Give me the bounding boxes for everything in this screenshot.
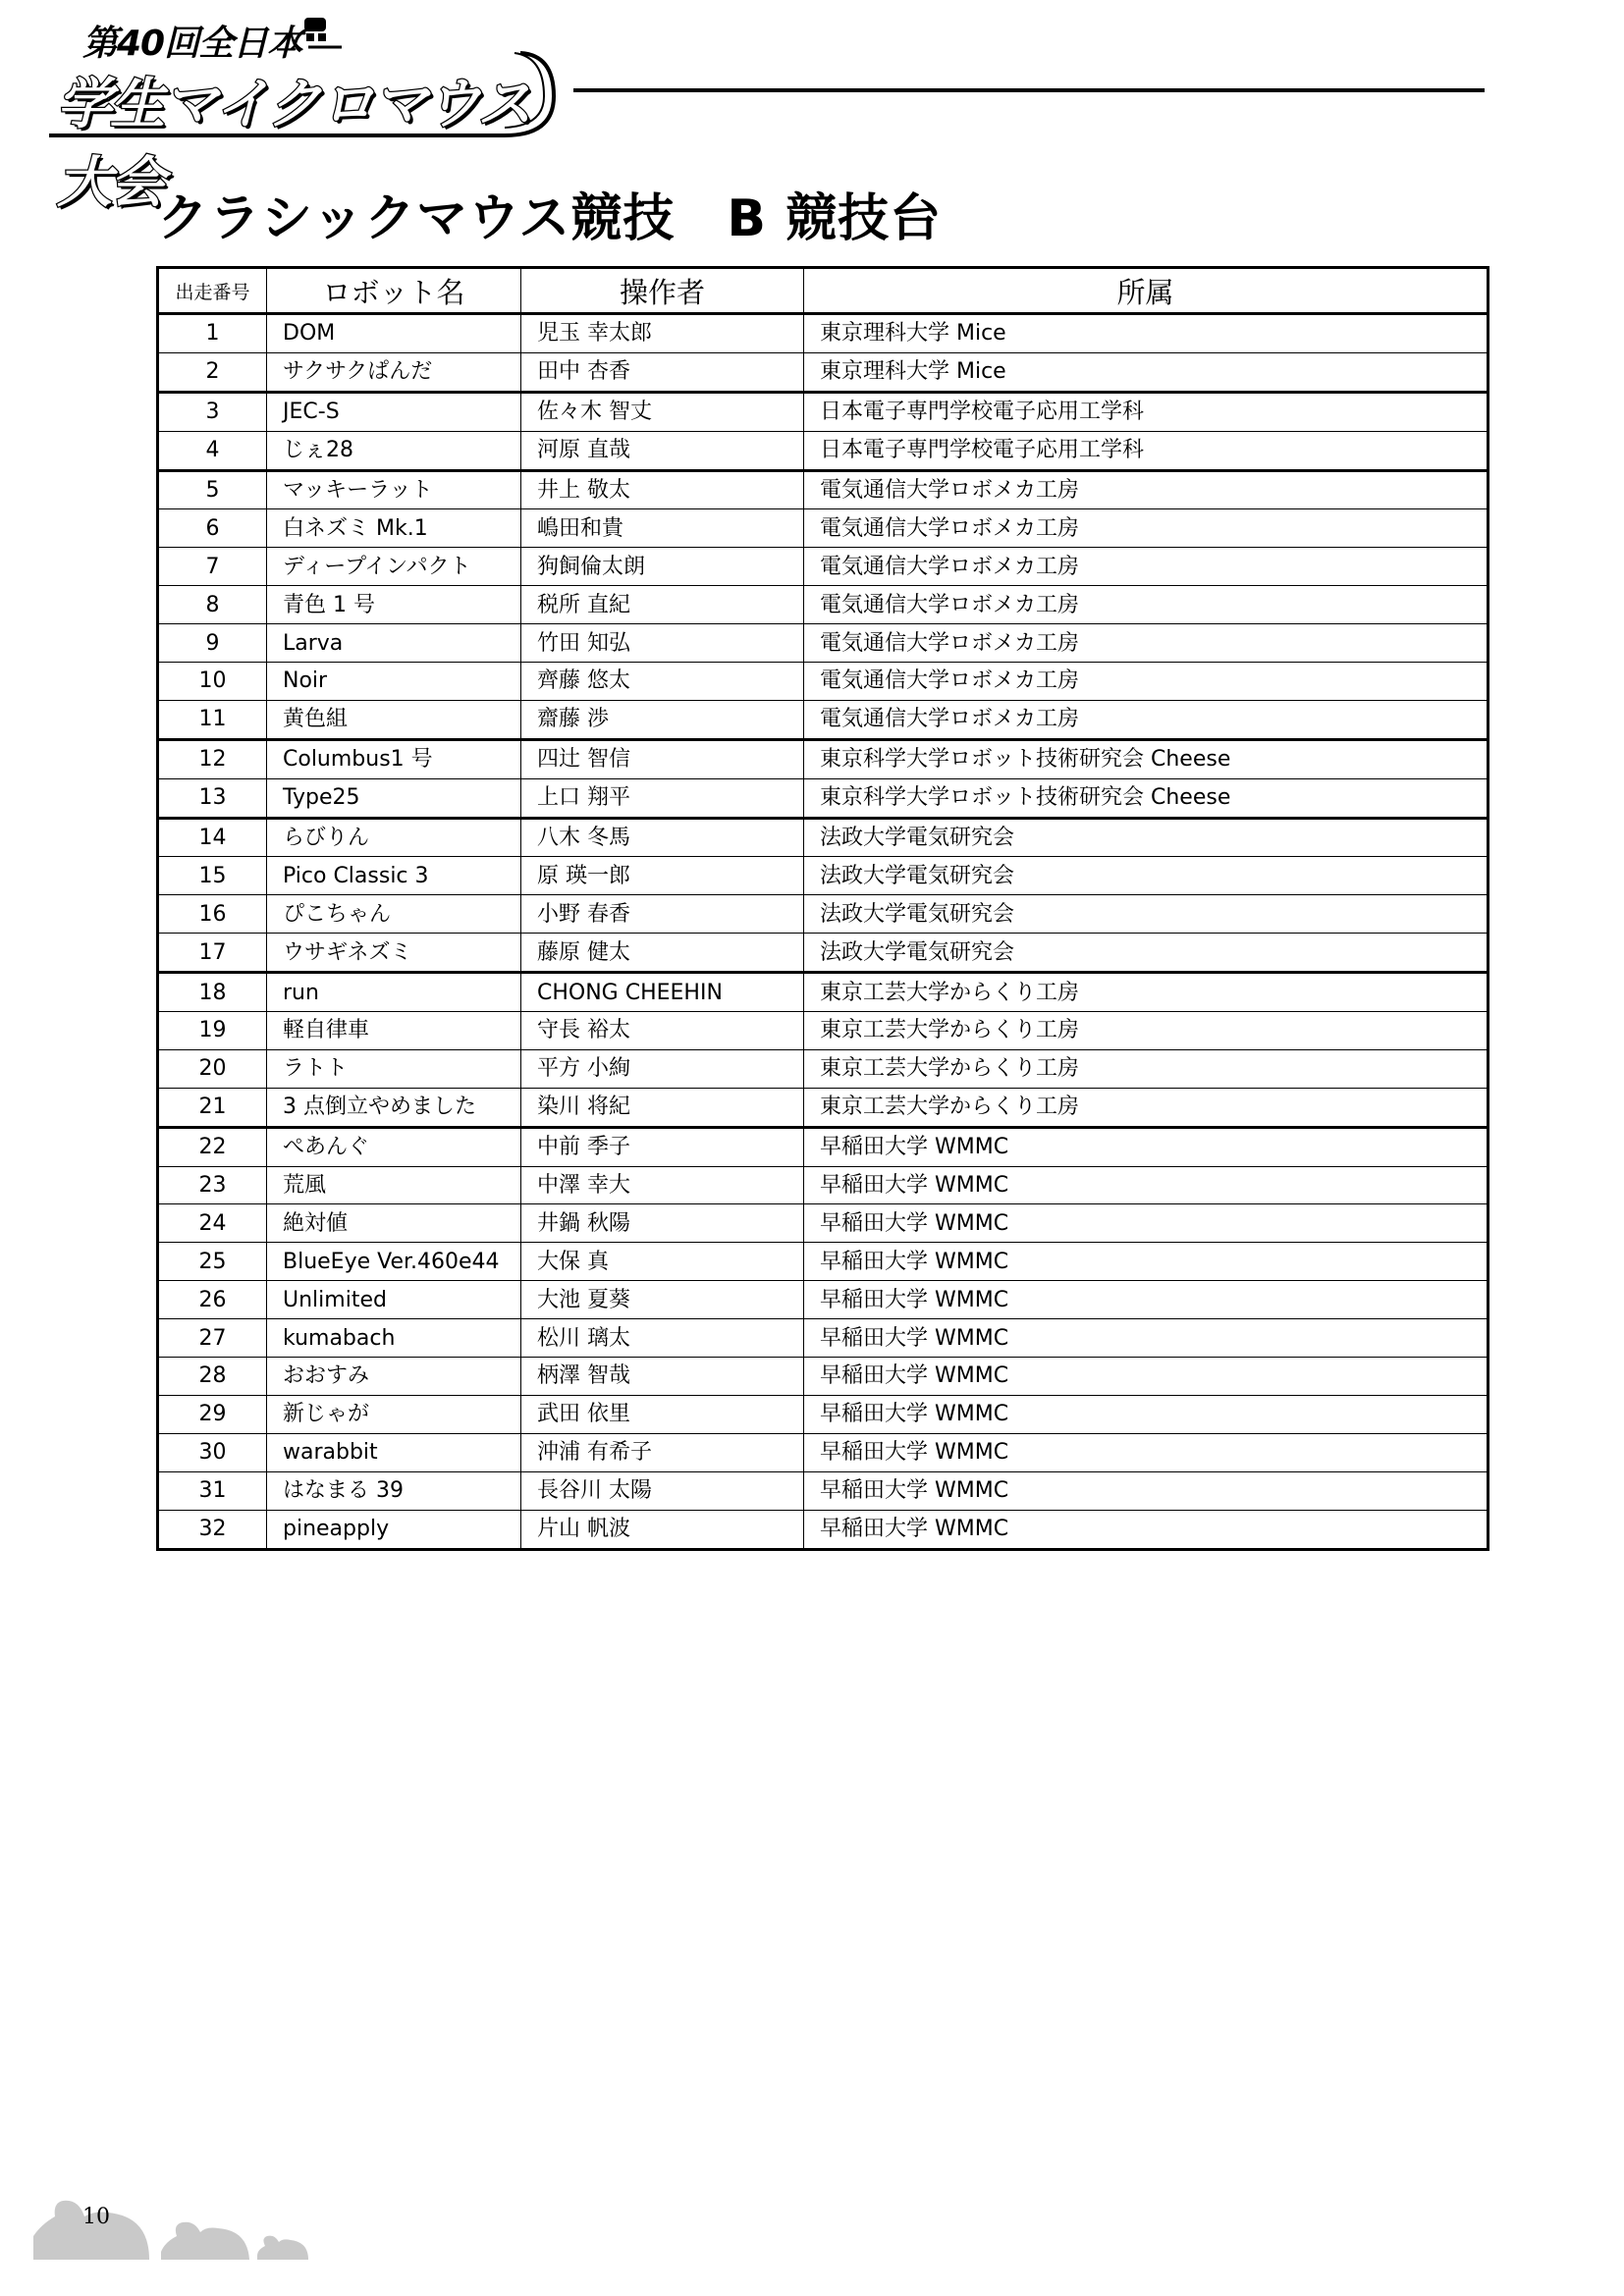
entry-number: 18 [158, 973, 267, 1012]
table-row [158, 857, 1489, 895]
operator-name: 武田 依里 [521, 1395, 804, 1433]
operator-name: 大池 夏葵 [521, 1281, 804, 1319]
robot-name: ぴこちゃん [267, 895, 521, 934]
table-header-row [158, 268, 1489, 314]
affiliation: 日本電子専門学校電子応用工学科 [804, 431, 1489, 470]
operator-name: 松川 璃太 [521, 1319, 804, 1358]
operator-name: 河原 直哉 [521, 431, 804, 470]
table-row [158, 934, 1489, 973]
operator-name: 竹田 知弘 [521, 624, 804, 663]
operator-name: 児玉 幸太郎 [521, 314, 804, 353]
entry-number: 20 [158, 1049, 267, 1088]
entry-number: 23 [158, 1166, 267, 1204]
table-row [158, 700, 1489, 739]
affiliation: 法政大学電気研究会 [804, 818, 1489, 857]
robot-name: はなまる 39 [267, 1471, 521, 1510]
logo-subtitle: 第40回全日本 [82, 24, 302, 64]
table-row [158, 1127, 1489, 1166]
operator-name: 八木 冬馬 [521, 818, 804, 857]
event-logo [43, 14, 564, 215]
affiliation: 電気通信大学ロボメカ工房 [804, 548, 1489, 586]
entry-number: 14 [158, 818, 267, 857]
operator-name: 染川 将紀 [521, 1088, 804, 1127]
column-header-operator: 操作者 [521, 268, 804, 314]
affiliation: 早稲田大学 WMMC [804, 1471, 1489, 1510]
entry-number: 32 [158, 1510, 267, 1549]
robot-name: BlueEye Ver.460e44 [267, 1243, 521, 1281]
robot-name: マッキーラット [267, 470, 521, 509]
operator-name: 片山 帆波 [521, 1510, 804, 1549]
robot-name: 白ネズミ Mk.1 [267, 509, 521, 548]
table-row [158, 1319, 1489, 1358]
affiliation: 東京工芸大学からくり工房 [804, 1012, 1489, 1050]
column-header-entry-number: 出走番号 [158, 268, 267, 314]
operator-name: 長谷川 太陽 [521, 1471, 804, 1510]
entry-number: 15 [158, 857, 267, 895]
affiliation: 東京科学大学ロボット技術研究会 Cheese [804, 739, 1489, 778]
operator-name: 沖浦 有希子 [521, 1433, 804, 1471]
robot-name: ぺあんぐ [267, 1127, 521, 1166]
table-row [158, 352, 1489, 392]
affiliation: 電気通信大学ロボメカ工房 [804, 663, 1489, 701]
entry-number: 21 [158, 1088, 267, 1127]
operator-name: 守長 裕太 [521, 1012, 804, 1050]
affiliation: 早稲田大学 WMMC [804, 1395, 1489, 1433]
affiliation: 日本電子専門学校電子応用工学科 [804, 392, 1489, 431]
entry-number: 26 [158, 1281, 267, 1319]
entry-number: 6 [158, 509, 267, 548]
entry-number: 5 [158, 470, 267, 509]
operator-name: 井鍋 秋陽 [521, 1204, 804, 1243]
table-row [158, 509, 1489, 548]
operator-name: 藤原 健太 [521, 934, 804, 973]
entry-number: 9 [158, 624, 267, 663]
affiliation: 早稲田大学 WMMC [804, 1510, 1489, 1549]
operator-name: 齋藤 渉 [521, 700, 804, 739]
entry-number: 22 [158, 1127, 267, 1166]
robot-name: kumabach [267, 1319, 521, 1358]
robot-name: 絶対値 [267, 1204, 521, 1243]
affiliation: 法政大学電気研究会 [804, 934, 1489, 973]
robot-name: Pico Classic 3 [267, 857, 521, 895]
robot-name: pineapply [267, 1510, 521, 1549]
operator-name: 大保 真 [521, 1243, 804, 1281]
operator-name: 田中 杏香 [521, 352, 804, 392]
operator-name: 中前 季子 [521, 1127, 804, 1166]
table-row [158, 1471, 1489, 1510]
operator-name: 小野 春香 [521, 895, 804, 934]
affiliation: 東京科学大学ロボット技術研究会 Cheese [804, 778, 1489, 818]
operator-name: 嶋田和貴 [521, 509, 804, 548]
affiliation: 電気通信大学ロボメカ工房 [804, 509, 1489, 548]
robot-name: 黄色組 [267, 700, 521, 739]
affiliation: 早稲田大学 WMMC [804, 1358, 1489, 1396]
table-row [158, 470, 1489, 509]
affiliation: 東京工芸大学からくり工房 [804, 1049, 1489, 1088]
entry-number: 3 [158, 392, 267, 431]
table-row [158, 778, 1489, 818]
operator-name: 中澤 幸大 [521, 1166, 804, 1204]
robot-name: 新じゃが [267, 1395, 521, 1433]
operator-name: 柄澤 智哉 [521, 1358, 804, 1396]
entry-number: 8 [158, 586, 267, 624]
table-row [158, 314, 1489, 353]
table-row [158, 586, 1489, 624]
logo-title: 学生マイクロマウス大会 [57, 73, 531, 215]
robot-name: Noir [267, 663, 521, 701]
robot-name: ディープインパクト [267, 548, 521, 586]
header-rule [573, 88, 1485, 92]
robot-name: ウサギネズミ [267, 934, 521, 973]
operator-name: 原 瑛一郎 [521, 857, 804, 895]
affiliation: 早稲田大学 WMMC [804, 1281, 1489, 1319]
robot-name: じぇ28 [267, 431, 521, 470]
table-row [158, 973, 1489, 1012]
entry-number: 29 [158, 1395, 267, 1433]
robot-name: run [267, 973, 521, 1012]
table-row [158, 1166, 1489, 1204]
operator-name: 佐々木 智丈 [521, 392, 804, 431]
robot-name: サクサクぱんだ [267, 352, 521, 392]
affiliation: 法政大学電気研究会 [804, 857, 1489, 895]
entry-number: 30 [158, 1433, 267, 1471]
table-row [158, 818, 1489, 857]
robot-name: DOM [267, 314, 521, 353]
operator-name: 上口 翔平 [521, 778, 804, 818]
entry-number: 27 [158, 1319, 267, 1358]
entry-number: 16 [158, 895, 267, 934]
table-row [158, 1358, 1489, 1396]
entry-number: 28 [158, 1358, 267, 1396]
table-row [158, 624, 1489, 663]
table-row [158, 1088, 1489, 1127]
entry-number: 25 [158, 1243, 267, 1281]
robot-name: Unlimited [267, 1281, 521, 1319]
column-header-robot-name: ロボット名 [267, 268, 521, 314]
affiliation: 電気通信大学ロボメカ工房 [804, 470, 1489, 509]
affiliation: 早稲田大学 WMMC [804, 1204, 1489, 1243]
affiliation: 東京理科大学 Mice [804, 314, 1489, 353]
robot-name: JEC-S [267, 392, 521, 431]
table-row [158, 1510, 1489, 1549]
table-row [158, 1243, 1489, 1281]
robot-name: おおすみ [267, 1358, 521, 1396]
page-number: 10 [82, 2205, 110, 2229]
entry-number: 11 [158, 700, 267, 739]
table-row [158, 739, 1489, 778]
entry-number: 7 [158, 548, 267, 586]
affiliation: 早稲田大学 WMMC [804, 1433, 1489, 1471]
affiliation: 早稲田大学 WMMC [804, 1127, 1489, 1166]
affiliation: 東京工芸大学からくり工房 [804, 973, 1489, 1012]
entry-number: 12 [158, 739, 267, 778]
table-row [158, 1012, 1489, 1050]
entry-number: 1 [158, 314, 267, 353]
affiliation: 電気通信大学ロボメカ工房 [804, 624, 1489, 663]
entry-number: 24 [158, 1204, 267, 1243]
operator-name: CHONG CHEEHIN [521, 973, 804, 1012]
table-row [158, 1433, 1489, 1471]
robot-name: らびりん [267, 818, 521, 857]
entry-number: 31 [158, 1471, 267, 1510]
robot-name: 荒風 [267, 1166, 521, 1204]
robot-name: warabbit [267, 1433, 521, 1471]
robot-name: 軽自律車 [267, 1012, 521, 1050]
operator-name: 平方 小絢 [521, 1049, 804, 1088]
table-row [158, 1395, 1489, 1433]
entry-number: 10 [158, 663, 267, 701]
robot-name: Type25 [267, 778, 521, 818]
operator-name: 狗飼倫太朗 [521, 548, 804, 586]
entry-number: 13 [158, 778, 267, 818]
robot-name: 3 点倒立やめました [267, 1088, 521, 1127]
affiliation: 早稲田大学 WMMC [804, 1319, 1489, 1358]
robot-name: Larva [267, 624, 521, 663]
entry-table [156, 266, 1489, 1551]
operator-name: 井上 敬太 [521, 470, 804, 509]
table-row [158, 663, 1489, 701]
affiliation: 東京理科大学 Mice [804, 352, 1489, 392]
table-row [158, 548, 1489, 586]
entry-number: 4 [158, 431, 267, 470]
entry-number: 17 [158, 934, 267, 973]
footer-mice-decoration [33, 2177, 318, 2266]
affiliation: 電気通信大学ロボメカ工房 [804, 700, 1489, 739]
table-row [158, 1204, 1489, 1243]
robot-name: 青色 1 号 [267, 586, 521, 624]
column-header-affiliation: 所属 [804, 268, 1489, 314]
operator-name: 税所 直紀 [521, 586, 804, 624]
robot-name: ラトト [267, 1049, 521, 1088]
table-row [158, 392, 1489, 431]
table-row [158, 431, 1489, 470]
affiliation: 電気通信大学ロボメカ工房 [804, 586, 1489, 624]
affiliation: 法政大学電気研究会 [804, 895, 1489, 934]
table-row [158, 1049, 1489, 1088]
robot-name: Columbus1 号 [267, 739, 521, 778]
entry-number: 2 [158, 352, 267, 392]
affiliation: 早稲田大学 WMMC [804, 1243, 1489, 1281]
affiliation: 早稲田大学 WMMC [804, 1166, 1489, 1204]
page-title: クラシックマウス競技 B 競技台 [157, 189, 943, 248]
table-row [158, 895, 1489, 934]
entry-number: 19 [158, 1012, 267, 1050]
affiliation: 東京工芸大学からくり工房 [804, 1088, 1489, 1127]
micromouse-icon [295, 18, 342, 47]
table-row [158, 1281, 1489, 1319]
operator-name: 齊藤 悠太 [521, 663, 804, 701]
operator-name: 四辻 智信 [521, 739, 804, 778]
